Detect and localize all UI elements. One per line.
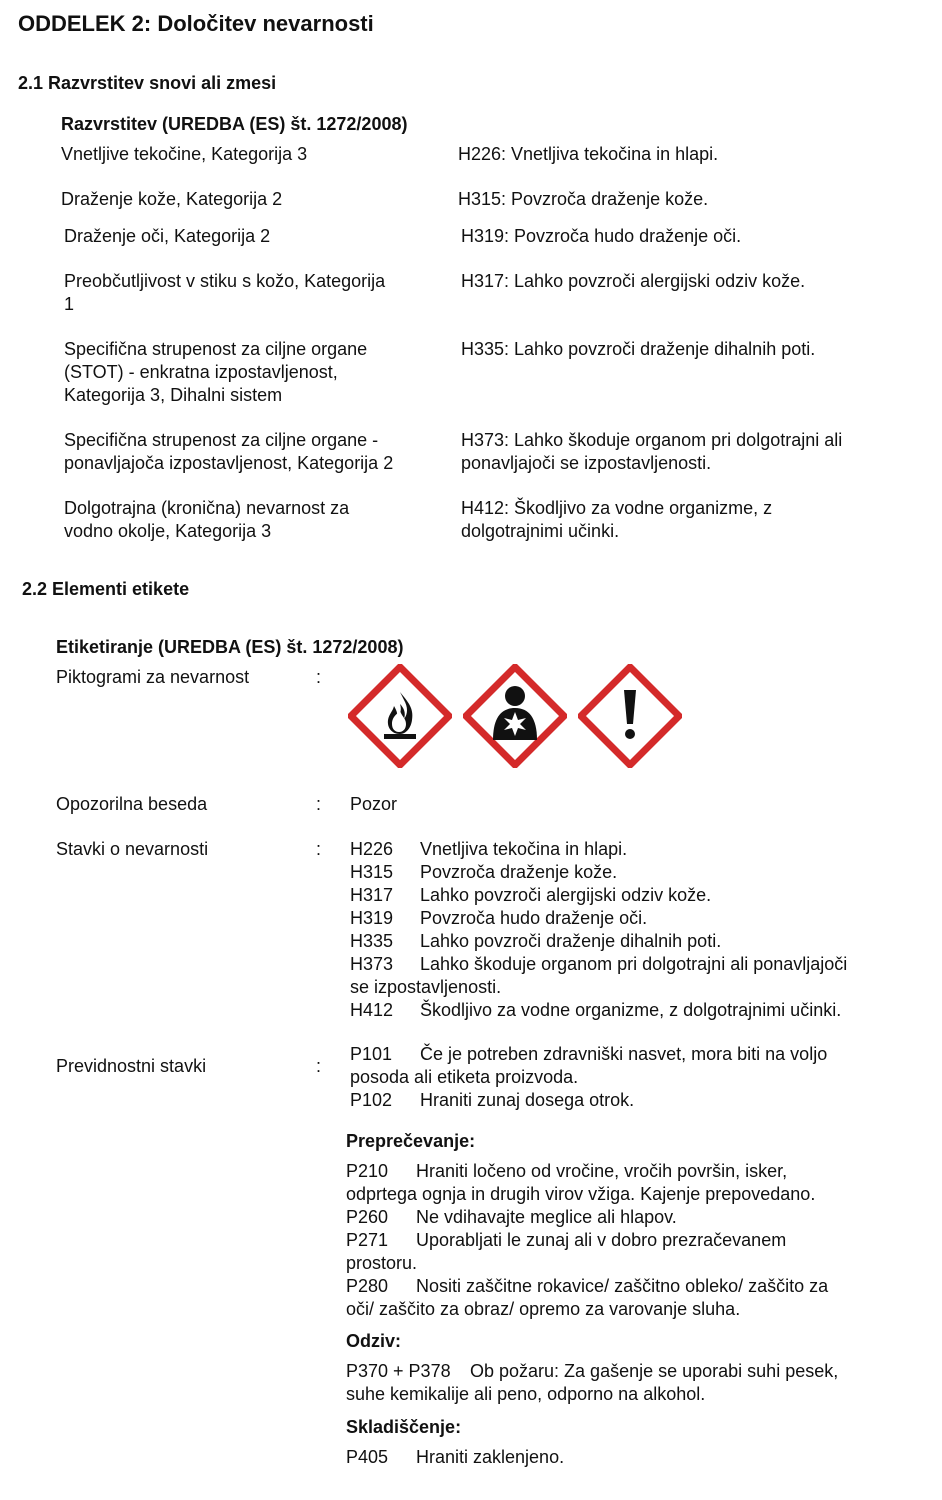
classification-row: Dolgotrajna (kronična) nevarnost za vodno okolje, Kategorija 3 (64, 498, 350, 541)
hazard-statement: H226: Vnetljiva tekočina in hlapi. (458, 144, 719, 164)
hazard-statement-line: H373 Lahko škoduje organom pri dolgotrajni ali ponavljajoči (350, 954, 848, 974)
response-list (346, 1360, 838, 1406)
classification-row (64, 270, 385, 316)
hazard-statement: H317: Lahko povzroči alergijski odziv kože. (461, 271, 806, 291)
flame-icon (348, 664, 452, 768)
hazard-statement-line: H317 Lahko povzroči alergijski odziv kože. (350, 885, 712, 905)
general-precautionary-list (350, 1043, 827, 1112)
precautionary-cont: posoda ali etiketa proizvoda. (350, 1067, 579, 1087)
precautionary-cont: oči/ zaščito za obraz/ opremo za varovanje sluha. (346, 1299, 741, 1319)
precautionary-line: P102 Hraniti zunaj dosega otrok. (350, 1090, 635, 1110)
colon: : (316, 794, 322, 814)
precautionary-cont: suhe kemikalije ali peno, odporno na alkohol. (346, 1384, 706, 1404)
labelling-heading: Etiketiranje (UREDBA (ES) št. 1272/2008) (56, 637, 404, 657)
storage-heading: Skladiščenje: (346, 1417, 462, 1437)
classification-name: Draženje oči, Kategorija 2 (64, 226, 271, 246)
classification-row: Specifična strupenost za ciljne organe - ponavljajoča izpostavljenost, Kategorija 2 (64, 430, 394, 473)
precautionary-label: Previdnostni stavki (56, 1056, 207, 1076)
precautionary-line: P271 Uporabljati le zunaj ali v dobro prezračevanem (346, 1230, 787, 1250)
classification-row (61, 188, 282, 211)
signal-word: Pozor (350, 794, 398, 814)
pictograms-label: Piktogrami za nevarnost (56, 667, 250, 687)
classification-row (61, 143, 307, 166)
hazard-statements-list (350, 838, 847, 1022)
classification-row (64, 225, 270, 248)
hazard-statements-label: Stavki o nevarnosti (56, 839, 209, 859)
precautionary-line: P280 Nositi zaščitne rokavice/ zaščitno obleko/ zaščito za (346, 1276, 829, 1296)
colon: : (316, 839, 322, 859)
response-heading: Odziv: (346, 1331, 402, 1351)
hazard-statement-line: H315 Povzroča draženje kože. (350, 862, 618, 882)
exclamation-mark-icon (578, 664, 682, 768)
precautionary-line: P101 Če je potreben zdravniški nasvet, mora biti na voljo (350, 1044, 828, 1064)
subsection-2-2-title: 2.2 Elementi etikete (22, 579, 190, 599)
hazard-statement: H315: Povzroča draženje kože. (458, 189, 709, 209)
hazard-statement: H319: Povzroča hudo draženje oči. (461, 226, 742, 246)
hazard-statement: H412: Škodljivo za vodne organizme, z dolgotrajnimi učinki. (461, 498, 773, 541)
classification-name: Preobčutljivost v stiku s kožo, Kategorija (64, 271, 386, 291)
precautionary-line: P260 Ne vdihavajte meglice ali hlapov. (346, 1207, 677, 1227)
hazard-statement: H335: Lahko povzroči draženje dihalnih poti. (461, 339, 816, 359)
hazard-statement-line: H226 Vnetljiva tekočina in hlapi. (350, 839, 628, 859)
colon: : (316, 1056, 322, 1076)
health-hazard-icon (463, 664, 567, 768)
classification-name: Draženje kože, Kategorija 2 (61, 189, 283, 209)
hazard-statement-line: H335 Lahko povzroči draženje dihalnih poti. (350, 931, 722, 951)
hazard-statement: H373: Lahko škoduje organom pri dolgotrajni ali ponavljajoči se izpostavljenosti. (461, 430, 843, 473)
precautionary-cont: odprtega ognja in drugih virov vžiga. Kajenje prepovedano. (346, 1184, 816, 1204)
section-title: ODDELEK 2: Določitev nevarnosti (18, 11, 374, 36)
prevention-list (346, 1160, 828, 1321)
hazard-statement-line: H412 Škodljivo za vodne organizme, z dolgotrajnimi učinki. (350, 1000, 842, 1020)
subsection-2-1-title: 2.1 Razvrstitev snovi ali zmesi (18, 73, 277, 93)
hazard-statement-line: H319 Povzroča hudo draženje oči. (350, 908, 648, 928)
hazard-statement-cont: se izpostavljenosti. (350, 977, 502, 997)
classification-name: Vnetljive tekočine, Kategorija 3 (61, 144, 308, 164)
classification-heading: Razvrstitev (UREDBA (ES) št. 1272/2008) (61, 114, 408, 134)
prevention-heading: Preprečevanje: (346, 1131, 476, 1151)
precautionary-cont: prostoru. (346, 1253, 418, 1273)
classification-name-cont: 1 (64, 294, 75, 314)
precautionary-line: P405 Hraniti zaklenjeno. (346, 1447, 565, 1467)
signal-word-label: Opozorilna beseda (56, 794, 208, 814)
storage-list (346, 1446, 564, 1469)
precautionary-line: P210 Hraniti ločeno od vročine, vročih površin, isker, (346, 1161, 788, 1181)
colon: : (316, 667, 322, 687)
classification-row: Specifična strupenost za ciljne organe (STOT) - enkratna izpostavljenost, Kategorija 3, Dihalni sistem (64, 339, 368, 405)
precautionary-line: P370 + P378 Ob požaru: Za gašenje se uporabi suhi pesek, (346, 1361, 839, 1381)
